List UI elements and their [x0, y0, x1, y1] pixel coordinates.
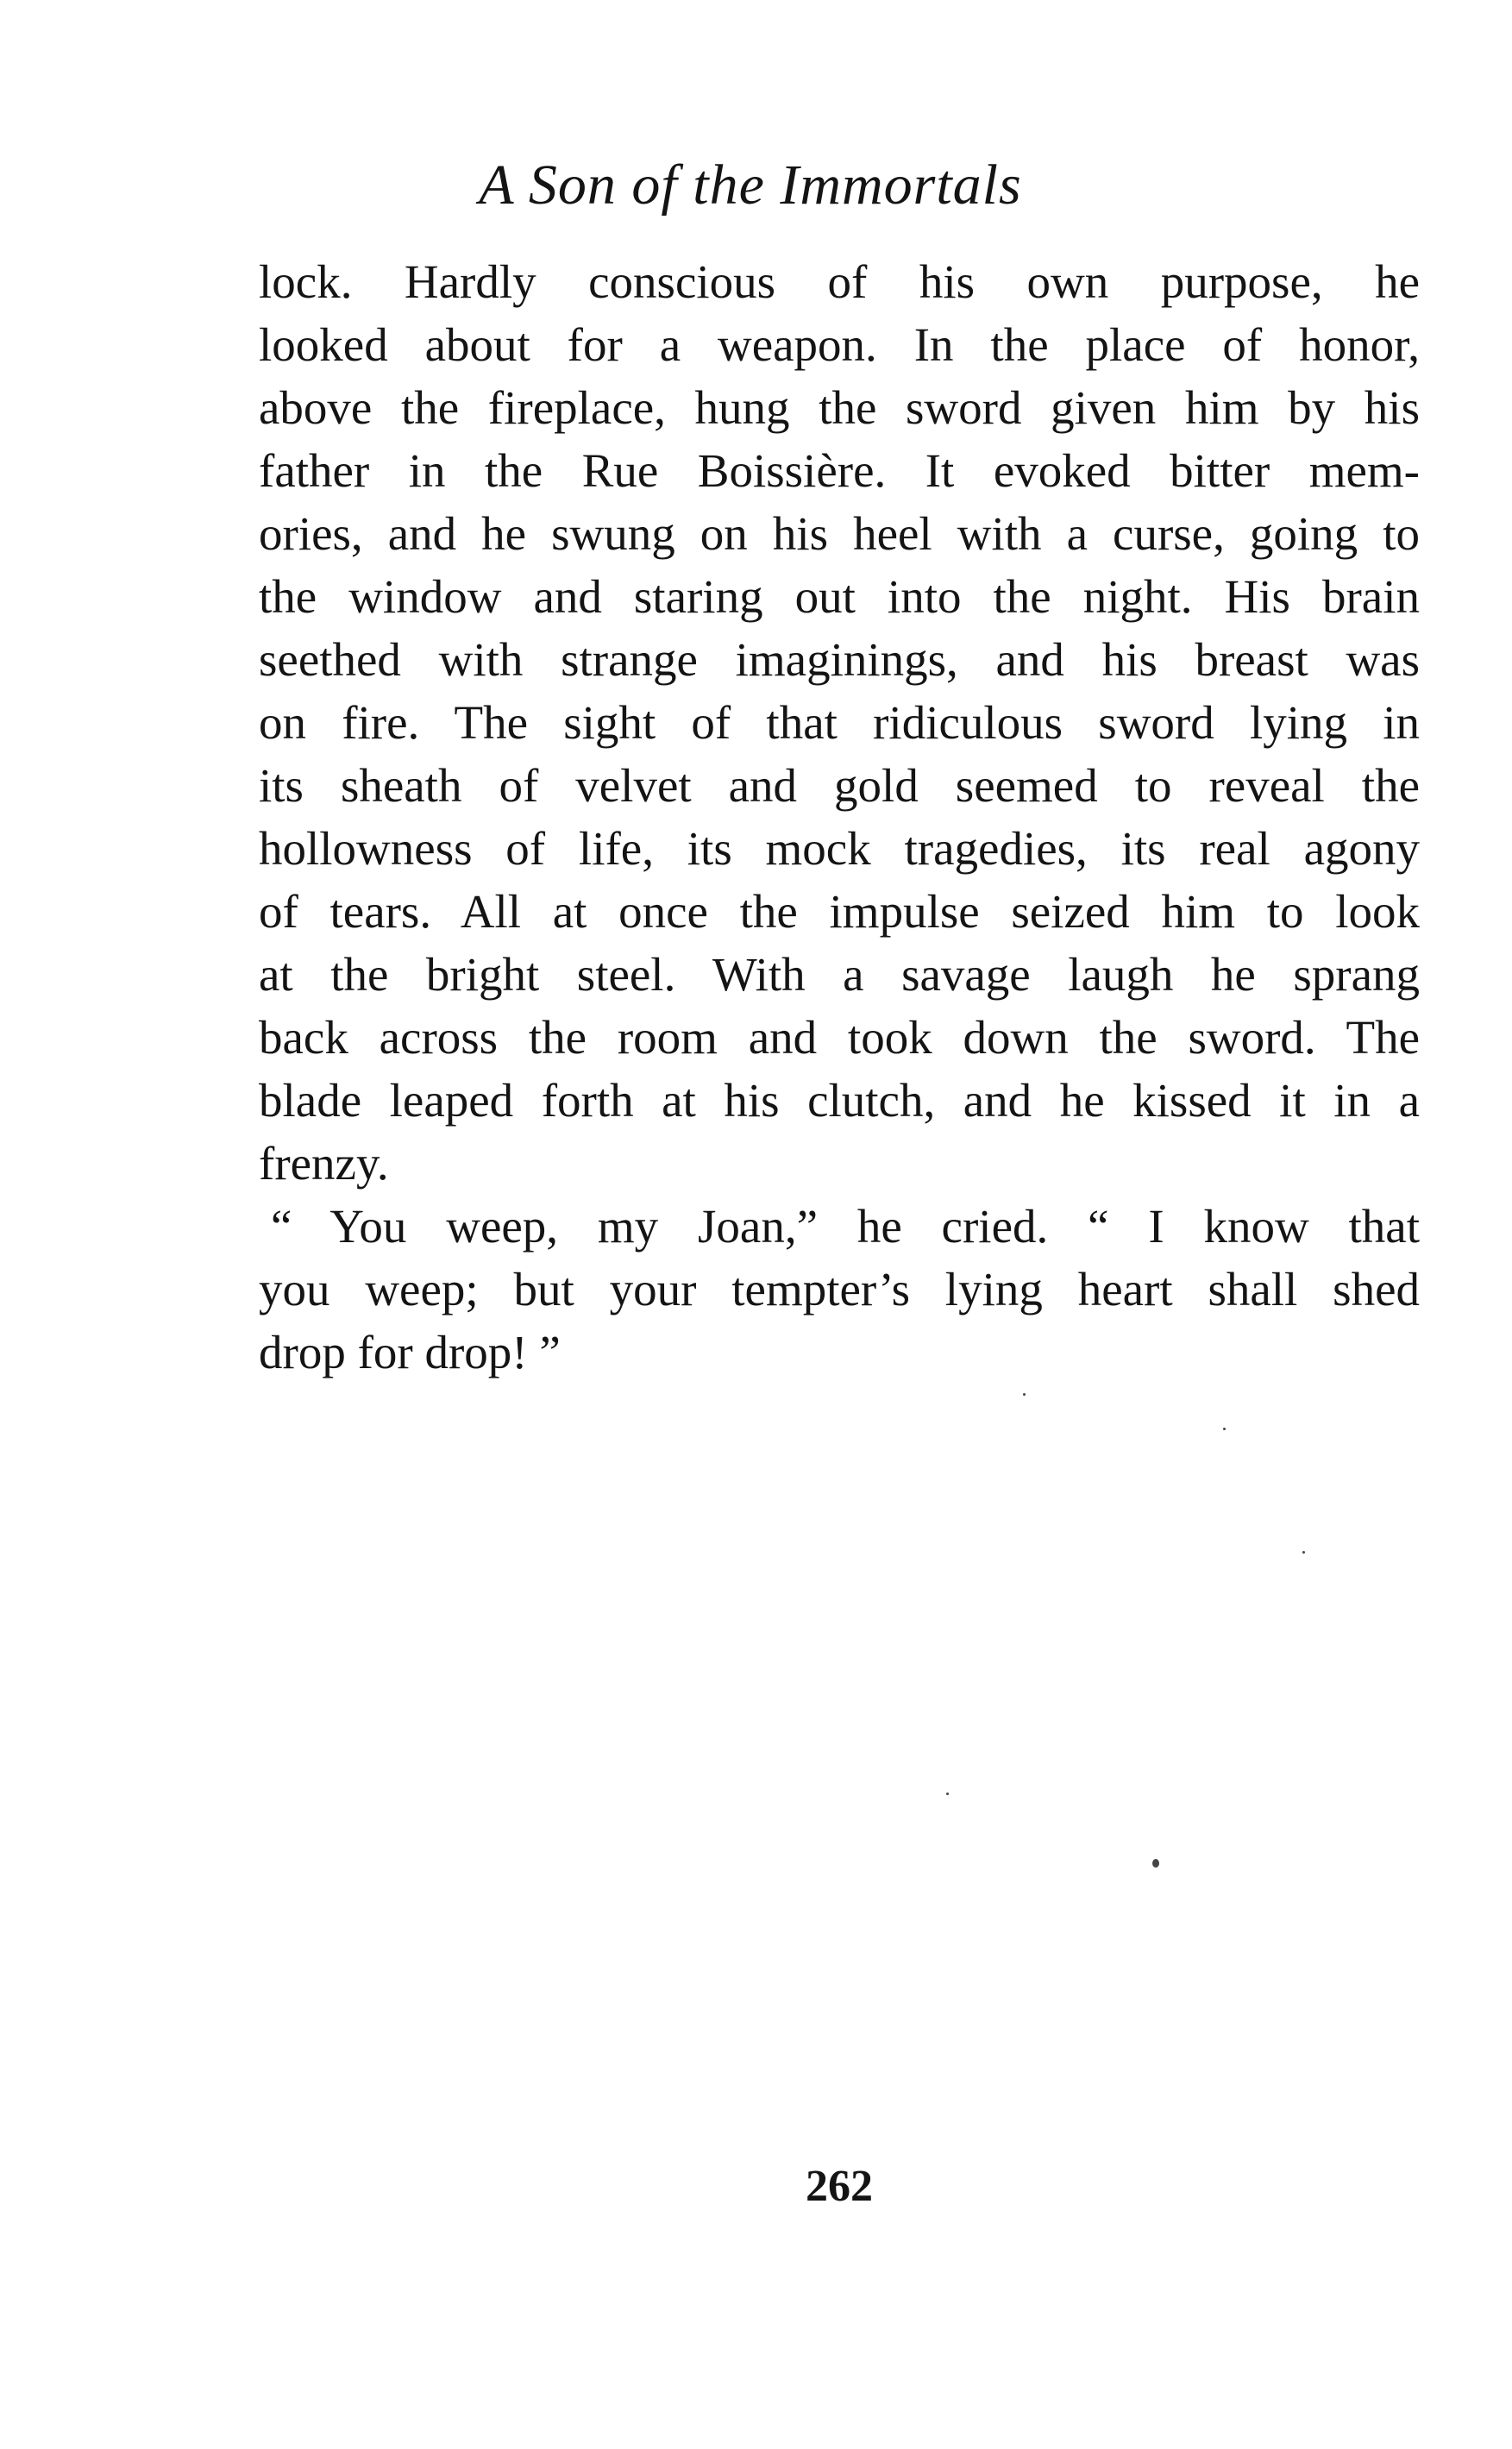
text-line: looked about for a weapon. In the place of honor, — [259, 318, 1420, 371]
text-line: at the bright steel. With a savage laugh he sprang — [259, 948, 1420, 1001]
text-line: blade leaped forth at his clutch, and he kissed it in a — [259, 1074, 1420, 1127]
ink-speck — [1023, 1393, 1026, 1396]
text-line: on fire. The sight of that ridiculous sword lying in — [259, 696, 1420, 749]
running-head: A Son of the Immortals — [479, 154, 1022, 217]
page-number: 262 — [806, 2162, 873, 2211]
text-line: you weep; but your tempter’s lying heart shall shed — [259, 1263, 1420, 1316]
paragraph — [259, 1195, 1420, 1384]
text-line: lock. Hardly conscious of his own purpose, he — [259, 255, 1420, 308]
text-line: drop for drop! ” — [259, 1326, 561, 1378]
text-line: seethed with strange imaginings, and his breast was — [259, 633, 1420, 686]
paragraph — [259, 250, 1420, 1195]
ink-speck — [946, 1793, 949, 1795]
text-line: its sheath of velvet and gold seemed to reveal the — [259, 759, 1420, 812]
text-line: hollowness of life, its mock tragedies, its real agony — [259, 822, 1420, 875]
text-line: back across the room and took down the sword. The — [259, 1011, 1420, 1064]
ink-speck — [1152, 1859, 1159, 1868]
body-text — [259, 250, 1420, 1384]
text-line: “ You weep, my Joan,” he cried. “ I know that — [271, 1200, 1420, 1253]
text-line: above the fireplace, hung the sword given him by his — [259, 381, 1420, 434]
text-line: father in the Rue Boissière. It evoked bitter mem- — [259, 444, 1420, 497]
text-line: ories, and he swung on his heel with a curse, going to — [259, 507, 1420, 560]
ink-speck — [1302, 1551, 1305, 1554]
ink-speck — [1223, 1428, 1226, 1430]
text-line: the window and staring out into the night. His brain — [259, 570, 1420, 623]
text-line: frenzy. — [259, 1137, 389, 1190]
text-line: of tears. All at once the impulse seized him to look — [259, 885, 1420, 938]
